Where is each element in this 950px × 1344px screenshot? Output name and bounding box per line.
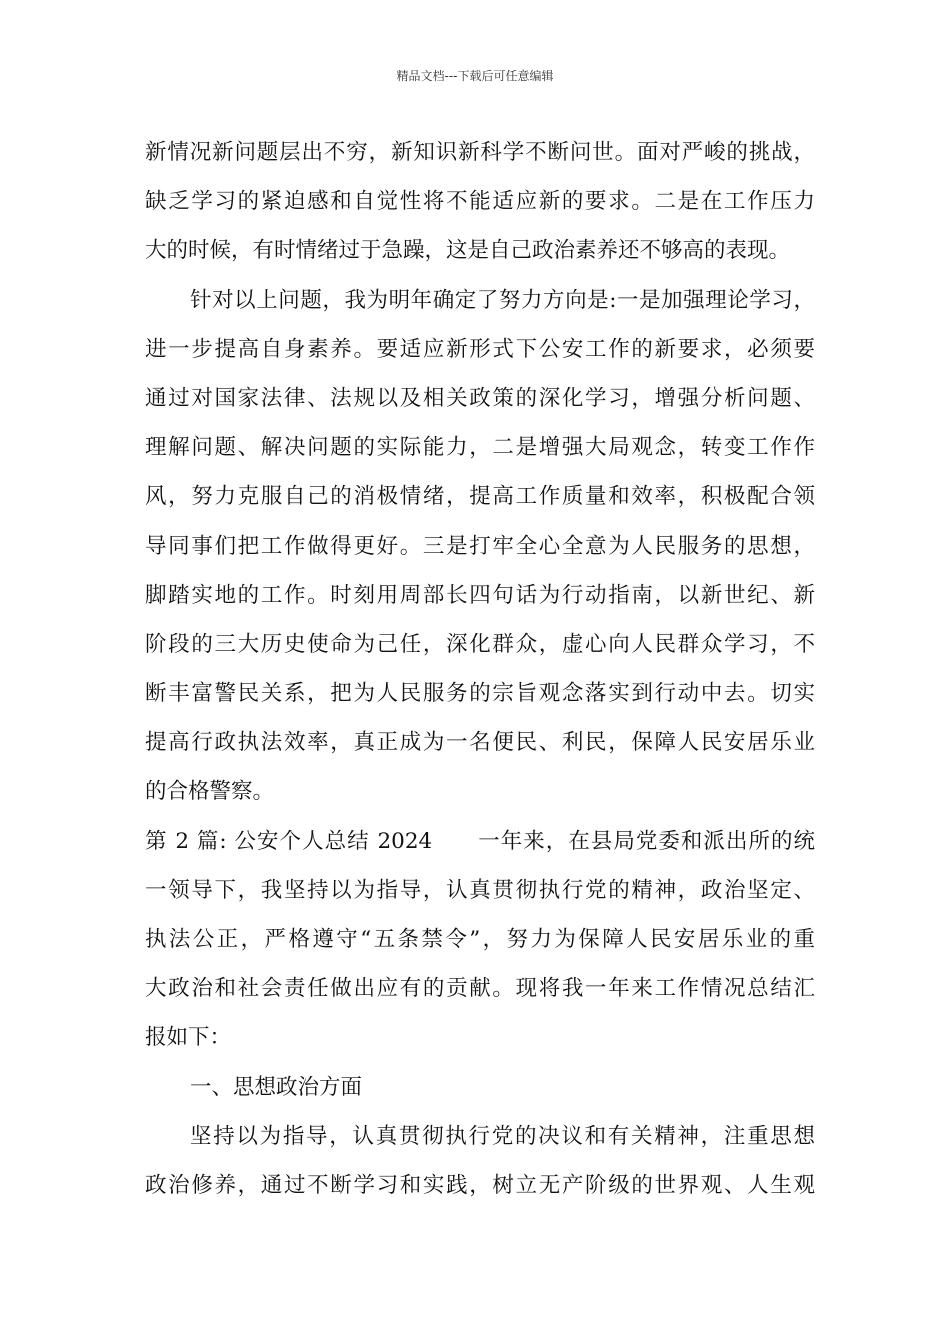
page-header: 精品文档---下载后可任意编辑 [396,69,554,83]
paragraph-line: 导同事们把工作做得更好。三是打牢全心全意为人民服务的思想， [145,533,815,559]
paragraph-line: 大政治和社会责任做出应有的贡献。现将我一年来工作情况总结汇 [145,976,815,1002]
paragraph-line: 新情况新问题层出不穷，新知识新科学不断问世。面对严峻的挑战， [145,140,815,165]
paragraph-line: 报如下： [145,1025,232,1051]
paragraph-line: 提高行政执法效率，真正成为一名便民、利民，保障人民安居乐业 [145,730,815,756]
paragraph-line: 脚踏实地的工作。时刻用周部长四句话为行动指南，以新世纪、新 [145,582,815,608]
paragraph-line: 大的时候，有时情绪过于急躁，这是自己政治素养还不够高的表现。 [145,238,791,264]
paragraph-line: 通过对国家法律、法规以及相关政策的深化学习，增强分析问题、 [145,385,815,411]
paragraph-line: 坚持以为指导，认真贯彻执行党的决议和有关精神，注重思想 [190,1123,815,1149]
paragraph-line: 风，努力克服自己的消极情绪，提高工作质量和效率，积极配合领 [145,484,815,510]
paragraph-line: 进一步提高自身素养。要适应新形式下公安工作的新要求，必须要 [145,336,815,362]
paragraph-line: 一领导下，我坚持以为指导，认真贯彻执行党的精神，政治坚定、 [145,877,815,903]
paragraph-line: 阶段的三大历史使命为己任，深化群众，虚心向人民群众学习，不 [145,631,815,657]
paragraph-line: 断丰富警民关系，把为人民服务的宗旨观念落实到行动中去。切实 [145,681,815,707]
document-body [145,128,815,1210]
section-title-line: 第 2 篇: 公安个人总结 2024 一年来，在县局党委和派出所的统 [145,828,815,854]
paragraph-line: 政治修养，通过不断学习和实践，树立无产阶级的世界观、人生观 [145,1172,815,1198]
section-heading: 一、思想政治方面 [190,1074,363,1100]
paragraph-line: 的合格警察。 [145,779,275,805]
paragraph-line: 针对以上问题，我为明年确定了努力方向是:一是加强理论学习， [190,287,815,313]
paragraph-line: 理解问题、解决问题的实际能力，二是增强大局观念，转变工作作 [145,435,815,461]
paragraph-line: 缺乏学习的紧迫感和自觉性将不能适应新的要求。二是在工作压力 [145,189,815,215]
paragraph-line: 执法公正，严格遵守“五条禁令”，努力为保障人民安居乐业的重 [145,927,815,952]
